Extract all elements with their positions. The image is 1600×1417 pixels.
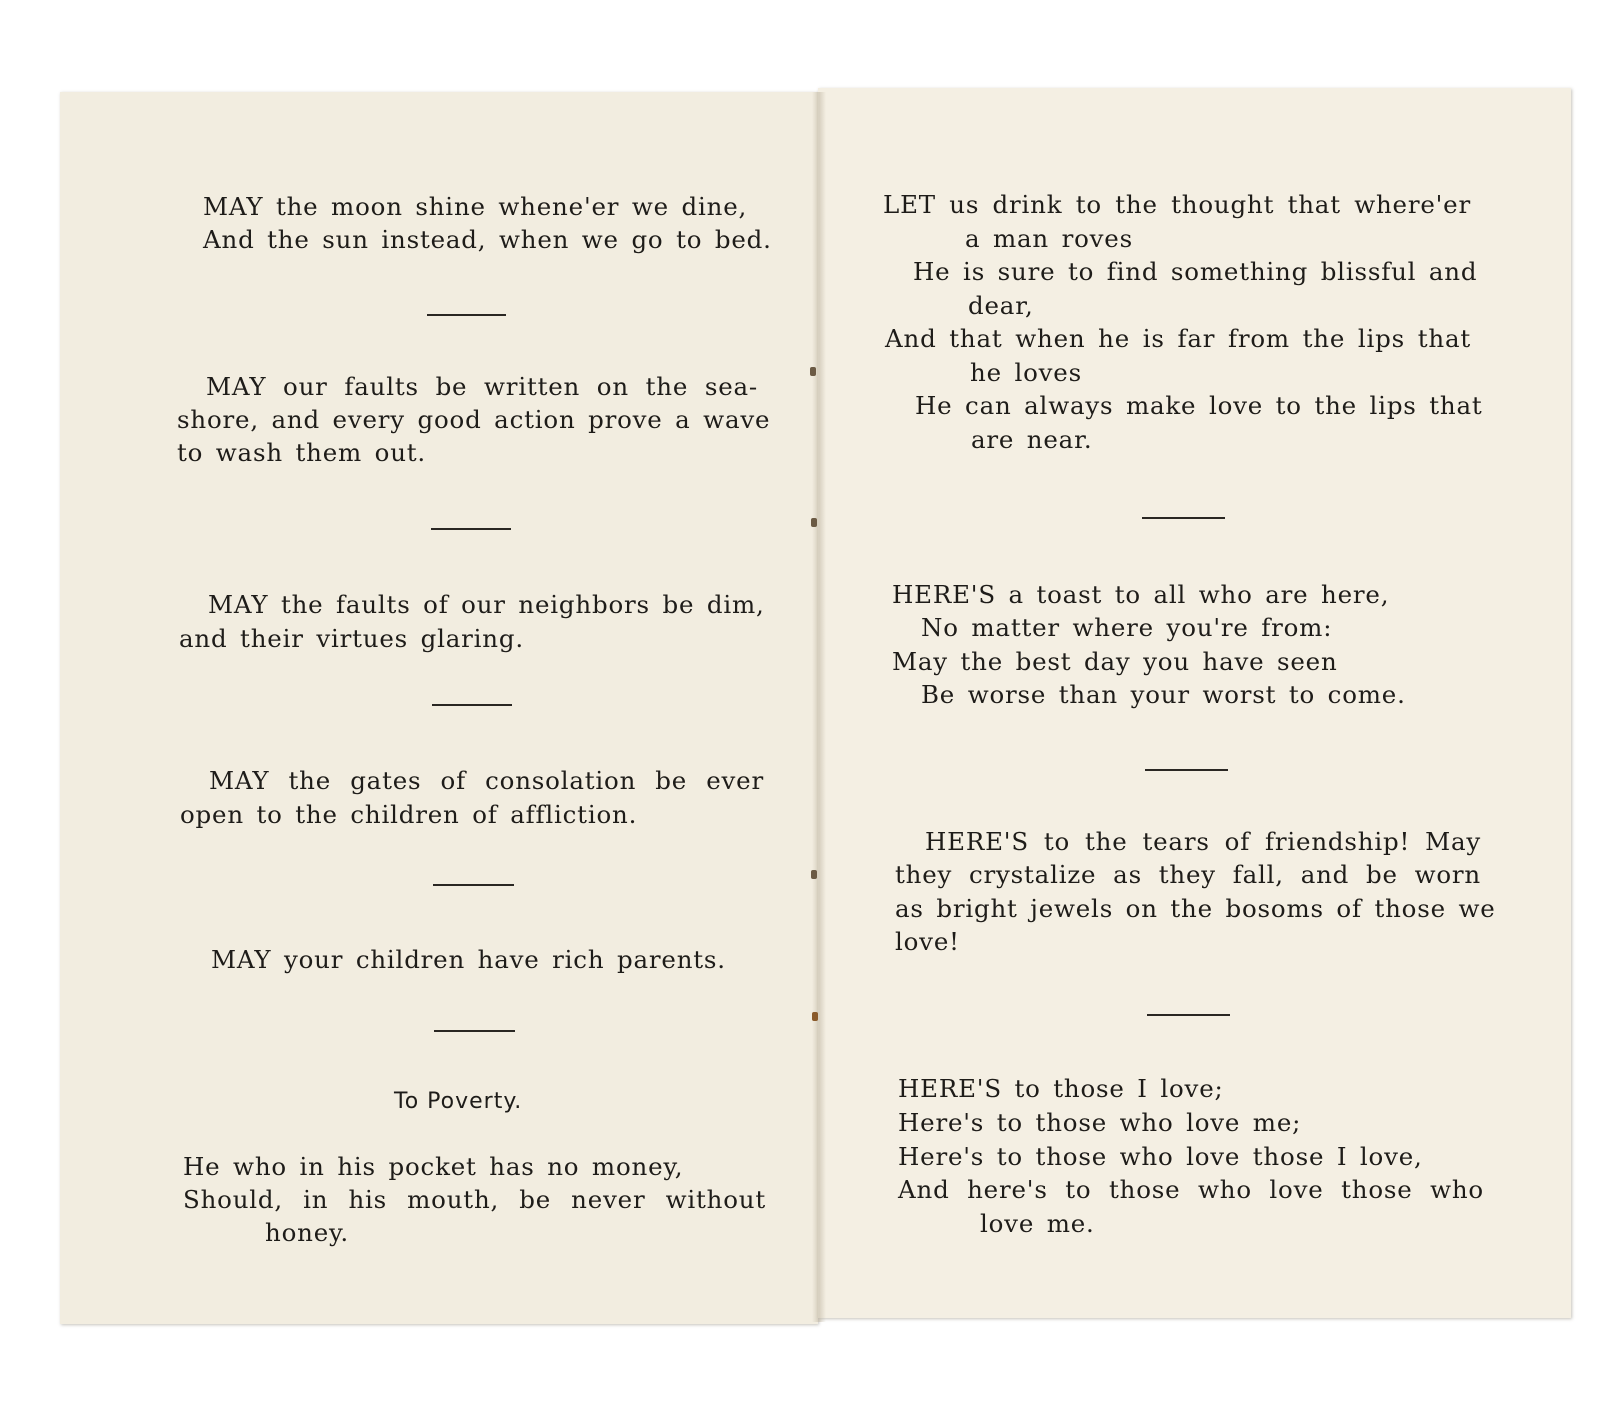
toast-line: love me.	[980, 1209, 1095, 1238]
divider-rule	[1145, 769, 1228, 771]
toast-line: Be worse than your worst to come.	[921, 680, 1406, 709]
toast-line: And here's to those who love those who	[898, 1175, 1484, 1204]
toast-line: shore, and every good action prove a wave	[177, 405, 771, 434]
section-heading: To Poverty.	[394, 1089, 523, 1114]
toast-line: a man roves	[965, 224, 1133, 253]
toast-line: Here's to those who love me;	[898, 1108, 1302, 1137]
toast-line: He who in his pocket has no money,	[183, 1152, 684, 1181]
toast-line: And that when he is far from the lips that	[885, 324, 1471, 353]
divider-rule	[433, 884, 514, 886]
toast-line: And the sun instead, when we go to bed.	[203, 225, 772, 254]
binding-stitch	[811, 518, 817, 527]
divider-rule	[1147, 1014, 1230, 1016]
toast-line: MAY your children have rich parents.	[211, 945, 726, 974]
divider-rule	[434, 1030, 515, 1032]
left-page	[60, 92, 818, 1324]
toast-line: He is sure to find something blissful and	[913, 257, 1478, 286]
toast-line: MAY the faults of our neighbors be dim,	[208, 590, 765, 619]
toast-line: HERE'S a toast to all who are here,	[892, 580, 1390, 609]
toast-line: open to the children of affliction.	[180, 800, 638, 829]
toast-line: love!	[895, 927, 960, 956]
toast-line: to wash them out.	[177, 438, 427, 467]
toast-line: dear,	[968, 291, 1034, 320]
book-gutter	[812, 92, 826, 1322]
toast-line: they crystalize as they fall, and be worn	[895, 860, 1481, 889]
divider-rule	[1142, 517, 1225, 519]
toast-line: HERE'S to the tears of friendship! May	[925, 827, 1481, 856]
divider-rule	[427, 314, 506, 316]
toast-line: and their virtues glaring.	[179, 624, 524, 653]
toast-line: Should, in his mouth, be never without	[183, 1185, 766, 1214]
toast-line: MAY our faults be written on the sea-	[206, 372, 758, 401]
toast-line: MAY the gates of consolation be ever	[209, 766, 764, 795]
divider-rule	[431, 528, 511, 530]
toast-line: No matter where you're from:	[921, 613, 1333, 642]
toast-line: honey.	[265, 1218, 349, 1247]
divider-rule	[432, 704, 512, 706]
toast-line: LET us drink to the thought that where'er	[883, 190, 1471, 219]
toast-line: MAY the moon shine whene'er we dine,	[203, 192, 748, 221]
binding-stitch	[811, 870, 817, 879]
toast-line: as bright jewels on the bosoms of those we	[895, 894, 1496, 923]
toast-line: Here's to those who love those I love,	[898, 1142, 1423, 1171]
toast-line: He can always make love to the lips that	[915, 391, 1483, 420]
toast-line: May the best day you have seen	[892, 647, 1338, 676]
toast-line: are near.	[971, 425, 1093, 454]
binding-stitch	[810, 367, 816, 376]
binding-stitch	[812, 1012, 818, 1021]
toast-line: HERE'S to those I love;	[898, 1074, 1224, 1103]
toast-line: he loves	[970, 358, 1082, 387]
